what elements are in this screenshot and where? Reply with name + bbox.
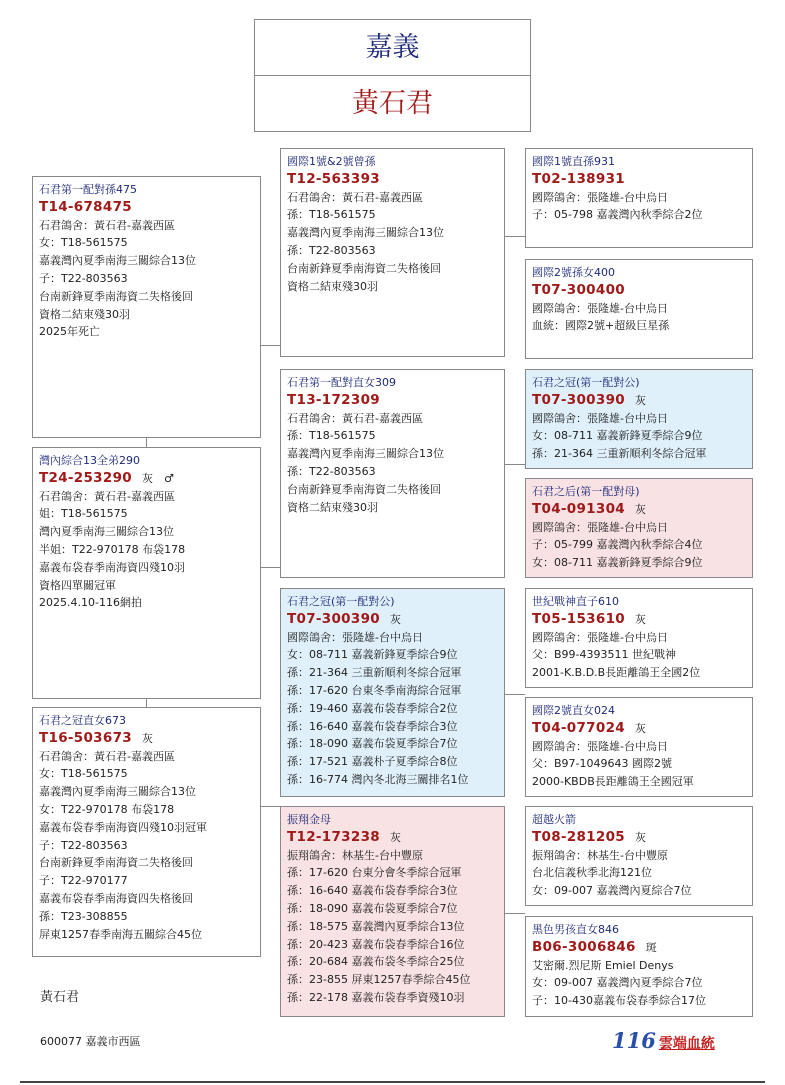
owner-name: 黃石君 (352, 88, 433, 119)
box-detail-line: 孫：20-684 嘉義布袋冬季綜合25位 (287, 955, 465, 969)
pedigree-box-d2[interactable] (525, 259, 753, 359)
box-detail-line: 國際鴿舍：張隆雄-台中烏日 (532, 411, 668, 425)
box-detail-line: 孫：T18-561575 (287, 208, 376, 222)
box-detail-line: 國際鴿舍：張隆雄-台中烏日 (532, 739, 668, 753)
ring-number: T24-253290 (39, 469, 132, 486)
box-detail-line: 子：T22-970177 (39, 874, 128, 888)
box-heading: 超越火箭 (532, 813, 576, 826)
box-detail-line: 台南新鋒夏季南海資二失格後回 (39, 856, 193, 870)
connector-line (504, 236, 525, 237)
color-label: 灰 (634, 502, 646, 516)
box-detail-line: 國際鴿舍：張隆雄-台中烏日 (287, 630, 423, 644)
box-detail-line: 嘉義灣內夏季南海三關綜合13位 (39, 254, 196, 268)
box-detail-line: 孫：T18-561575 (287, 429, 376, 443)
ring-number: B06-3006846 (532, 938, 636, 955)
box-heading: 石君之后(第一配對母) (532, 485, 640, 498)
box-detail-line: 石君鴿舍：黃石君-嘉義西區 (39, 489, 175, 503)
pedigree-box-d8[interactable] (525, 916, 753, 1017)
pedigree-box-d3[interactable] (525, 369, 753, 469)
ring-number: T07-300390 (532, 391, 625, 408)
pedigree-box-d4[interactable] (525, 478, 753, 578)
connector-line (260, 567, 280, 568)
pedigree-box-c2[interactable] (280, 369, 505, 578)
ring-number: T07-300400 (532, 281, 625, 298)
ring-number: T05-153610 (532, 610, 625, 627)
box-detail-line: 孫：17-620 台東冬季南海綜合冠軍 (287, 683, 462, 697)
box-detail-line: 孫：16-774 灣內冬北海三關排名1位 (287, 772, 469, 786)
box-detail-line: 振翔鴿舍：林基生-台中豐原 (532, 848, 668, 862)
box-detail-line: 國際鴿舍：張隆雄-台中烏日 (532, 190, 668, 204)
box-detail-line: 台南新鋒夏季南海資二失格後回 (287, 261, 441, 275)
pedigree-box-d5[interactable] (525, 588, 753, 688)
box-detail-line: 嘉義布袋春季南海資四殘10羽 (39, 560, 185, 574)
pedigree-box-d7[interactable] (525, 806, 753, 906)
box-detail-line: 父：B99-4393511 世紀戰神 (532, 648, 676, 662)
box-detail-line: 孫：20-423 嘉義布袋春季綜合16位 (287, 937, 465, 951)
color-label: 斑 (645, 940, 657, 954)
box-detail-line: 資格四單關冠軍 (39, 578, 116, 592)
box-heading: 國際2號孫女400 (532, 266, 615, 279)
pedigree-box-c3[interactable] (280, 588, 505, 797)
connector-line (146, 437, 147, 447)
box-detail-line: 孫：23-855 屏東1257春季綜合45位 (287, 973, 471, 987)
box-detail-line: 屏東1257春季南海五關綜合45位 (39, 927, 202, 941)
color-label: 灰 (634, 393, 646, 407)
color-label: 灰 (389, 830, 401, 844)
box-detail-line: 艾密爾.烈尼斯 Emiel Denys (532, 958, 674, 972)
box-heading: 石君之冠(第一配對公) (287, 595, 395, 608)
ring-number: T16-503673 (39, 729, 132, 746)
box-detail-line: 資格二結束殘30羽 (287, 279, 378, 293)
box-detail-line: 子：T22-803563 (39, 271, 128, 285)
color-label: 灰 (389, 612, 401, 626)
box-detail-line: 石君鴿舍：黃石君-嘉義西區 (39, 218, 175, 232)
box-detail-line: 資格二結束殘30羽 (287, 500, 378, 514)
brand-logo[interactable] (612, 1028, 715, 1053)
box-detail-line: 2000-KBDB長距離鴿王全國冠軍 (532, 775, 694, 789)
connector-line (260, 345, 280, 346)
box-detail-line: 孫：18-090 嘉義布袋夏季綜合7位 (287, 901, 458, 915)
connector-line (504, 913, 525, 914)
color-sex-label: 灰 ♂ (141, 471, 174, 485)
box-detail-line: 2025年死亡 (39, 325, 100, 339)
box-detail-line: 孫：16-640 嘉義布袋春季綜合3位 (287, 884, 458, 898)
box-detail-line: 2025.4.10-116網拍 (39, 596, 142, 610)
connector-line (146, 698, 147, 707)
box-detail-line: 子：10-430嘉義布袋春季綜合17位 (532, 994, 706, 1008)
logo-number: 116 (612, 1028, 656, 1053)
box-heading: 國際1號&2號曾孫 (287, 155, 376, 168)
box-detail-line: 嘉義布袋春季南海資四失格後回 (39, 891, 193, 905)
box-detail-line: 血統：國際2號+超級巨星孫 (532, 319, 670, 333)
box-detail-line: 孫：T23-308855 (39, 909, 128, 923)
box-detail-line: 女：08-711 嘉義新鋒夏季綜合9位 (532, 429, 703, 443)
box-heading: 石君第一配對直女309 (287, 376, 396, 389)
ring-number: T12-173238 (287, 828, 380, 845)
box-detail-line: 台南新鋒夏季南海資二失格後回 (287, 482, 441, 496)
box-detail-line: 女：09-007 嘉義灣內夏季綜合7位 (532, 976, 703, 990)
color-label: 灰 (634, 721, 646, 735)
box-detail-line: 孫：17-620 台東分會冬季綜合冠軍 (287, 866, 462, 880)
box-detail-line: 孫：19-460 嘉義布袋春季綜合2位 (287, 701, 458, 715)
box-detail-line: 嘉義灣內夏季南海三關綜合13位 (287, 226, 444, 240)
box-heading: 石君之冠(第一配對公) (532, 376, 640, 389)
box-detail-line: 石君鴿舍：黃石君-嘉義西區 (287, 411, 423, 425)
box-detail-line: 子：05-798 嘉義灣內秋季綜合2位 (532, 208, 703, 222)
box-detail-line: 台北信義秋季北海121位 (532, 866, 652, 880)
box-heading: 國際2號直女024 (532, 704, 615, 717)
box-detail-line: 嘉義灣內夏季南海三關綜合13位 (287, 447, 444, 461)
pedigree-box-c4[interactable] (280, 806, 505, 1017)
pedigree-box-b1[interactable] (32, 176, 261, 438)
box-detail-line: 孫：16-640 嘉義布袋春季綜合3位 (287, 719, 458, 733)
ring-number: T07-300390 (287, 610, 380, 627)
box-detail-line: 孫：18-090 嘉義布袋夏季綜合7位 (287, 737, 458, 751)
ring-number: T08-281205 (532, 828, 625, 845)
box-detail-line: 女：T18-561575 (39, 767, 128, 781)
region-name: 嘉義 (255, 20, 530, 76)
box-detail-line: 孫：22-178 嘉義布袋春季資殘10羽 (287, 990, 465, 1004)
box-detail-line: 孫：T22-803563 (287, 243, 376, 257)
box-detail-line: 振翔鴿舍：林基生-台中豐原 (287, 848, 423, 862)
ring-number: T04-077024 (532, 719, 625, 736)
box-detail-line: 嘉義布袋春季南海資四殘10羽冠軍 (39, 820, 207, 834)
ring-number: T14-678475 (39, 198, 132, 215)
box-detail-line: 父：B97-1049643 國際2號 (532, 757, 672, 771)
ring-number: T13-172309 (287, 391, 380, 408)
logo-text: 雲端血統 (658, 1036, 715, 1052)
color-label: 灰 (634, 612, 646, 626)
connector-line (260, 806, 280, 807)
box-heading: 灣內綜合13全弟290 (39, 454, 140, 467)
color-label: 灰 (141, 731, 153, 745)
box-heading: 石君之冠直女673 (39, 714, 126, 727)
ring-number: T12-563393 (287, 170, 380, 187)
box-detail-line: 女：09-007 嘉義灣內夏綜合7位 (532, 884, 692, 898)
ring-number: T04-091304 (532, 500, 625, 517)
ring-number: T02-138931 (532, 170, 625, 187)
box-detail-line: 孫：17-521 嘉義朴子夏季綜合8位 (287, 755, 458, 769)
pedigree-title (254, 19, 531, 132)
connector-line (504, 694, 525, 695)
box-detail-line: 孫：T22-803563 (287, 464, 376, 478)
box-heading: 石君第一配對孫475 (39, 183, 137, 196)
color-label: 灰 (634, 830, 646, 844)
pedigree-box-c1[interactable] (280, 148, 505, 357)
box-detail-line: 台南新鋒夏季南海資二失格後回 (39, 289, 193, 303)
pedigree-box-b3[interactable] (32, 707, 261, 957)
pedigree-box-b2[interactable] (32, 447, 261, 699)
footer-owner: 黃石君 (40, 990, 80, 1005)
box-detail-line: 女：08-711 嘉義新鋒夏季綜合9位 (287, 648, 458, 662)
box-heading: 國際1號直孫931 (532, 155, 615, 168)
box-detail-line: 國際鴿舍：張隆雄-台中烏日 (532, 301, 668, 315)
box-detail-line: 女：T22-970178 布袋178 (39, 802, 175, 816)
box-heading: 黑色男孩直女846 (532, 923, 619, 936)
box-detail-line: 2001-K.B.D.B長距離鴿王全國2位 (532, 666, 701, 680)
connector-line (504, 464, 525, 465)
bottom-divider (20, 1081, 765, 1083)
box-detail-line: 半姐：T22-970178 布袋178 (39, 542, 186, 556)
box-detail-line: 灣內夏季南海三關綜合13位 (39, 525, 174, 539)
box-detail-line: 子：05-799 嘉義灣內秋季綜合4位 (532, 538, 703, 552)
box-heading: 世紀戰神直子610 (532, 595, 619, 608)
box-detail-line: 石君鴿舍：黃石君-嘉義西區 (39, 749, 175, 763)
pedigree-box-d6[interactable] (525, 697, 753, 797)
box-detail-line: 國際鴿舍：張隆雄-台中烏日 (532, 630, 668, 644)
box-detail-line: 孫：21-364 三重新順利冬綜合冠軍 (532, 447, 707, 461)
box-detail-line: 孫：18-575 嘉義灣內夏季綜合13位 (287, 919, 465, 933)
box-detail-line: 石君鴿舍：黃石君-嘉義西區 (287, 190, 423, 204)
box-detail-line: 嘉義灣內夏季南海三關綜合13位 (39, 785, 196, 799)
box-detail-line: 姐：T18-561575 (39, 507, 128, 521)
box-detail-line: 資格二結束殘30羽 (39, 307, 130, 321)
box-detail-line: 女：T18-561575 (39, 236, 128, 250)
box-detail-line: 子：T22-803563 (39, 838, 128, 852)
pedigree-box-d1[interactable] (525, 148, 753, 248)
footer-address: 600077 嘉義市西區 (40, 1035, 141, 1048)
box-detail-line: 孫：21-364 三重新順利冬綜合冠軍 (287, 666, 462, 680)
box-heading: 振翔金母 (287, 813, 331, 826)
box-detail-line: 國際鴿舍：張隆雄-台中烏日 (532, 520, 668, 534)
box-detail-line: 女：08-711 嘉義新鋒夏季綜合9位 (532, 556, 703, 570)
